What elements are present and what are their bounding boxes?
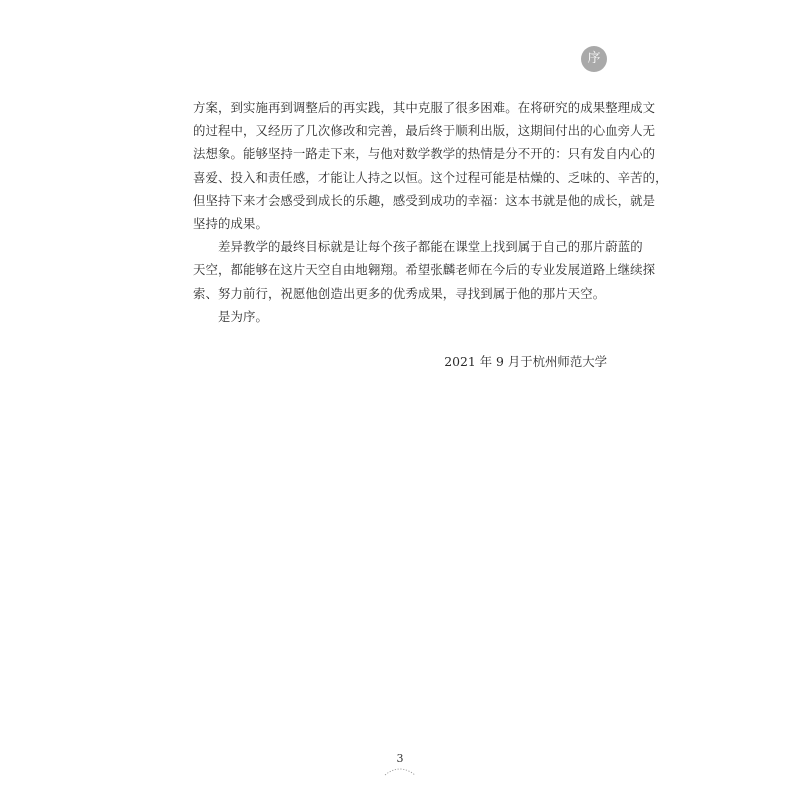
text-line: 的过程中，又经历了几次修改和完善，最后终于顺利出版，这期间付出的心血旁人无 [193, 123, 656, 139]
page-ornament-icon [384, 766, 416, 776]
text-line: 天空，都能够在这片天空自由地翱翔。希望张麟老师在今后的专业发展道路上继续探 [193, 262, 656, 278]
text-line: 索、努力前行，祝愿他创造出更多的优秀成果，寻找到属于他的那片天空。 [193, 285, 606, 301]
text-line: 但坚持下来才会感受到成长的乐趣，感受到成功的幸福：这本书就是他的成长，就是 [193, 192, 656, 208]
text-line: 坚持的成果。 [193, 215, 268, 231]
body-text [193, 96, 668, 328]
text-line: 差异教学的最终目标就是让每个孩子都能在课堂上找到属于自己的那片蔚蓝的 [218, 239, 643, 255]
text-line: 法想象。能够坚持一路走下来，与他对数学教学的热情是分不开的：只有发自内心的 [193, 146, 656, 162]
page-number: 3 [396, 752, 404, 765]
text-line: 方案，到实施再到调整后的再实践，其中克服了很多困难。在将研究的成果整理成文 [193, 100, 656, 115]
text-line: 喜爱、投入和责任感，才能让人持之以恒。这个过程可能是枯燥的、乏味的、辛苦的， [193, 169, 668, 185]
text-line: 是为序。 [218, 308, 268, 324]
section-badge: 序 [581, 46, 607, 72]
signature-line: 2021 年 9 月于杭州师范大学 [444, 354, 607, 369]
